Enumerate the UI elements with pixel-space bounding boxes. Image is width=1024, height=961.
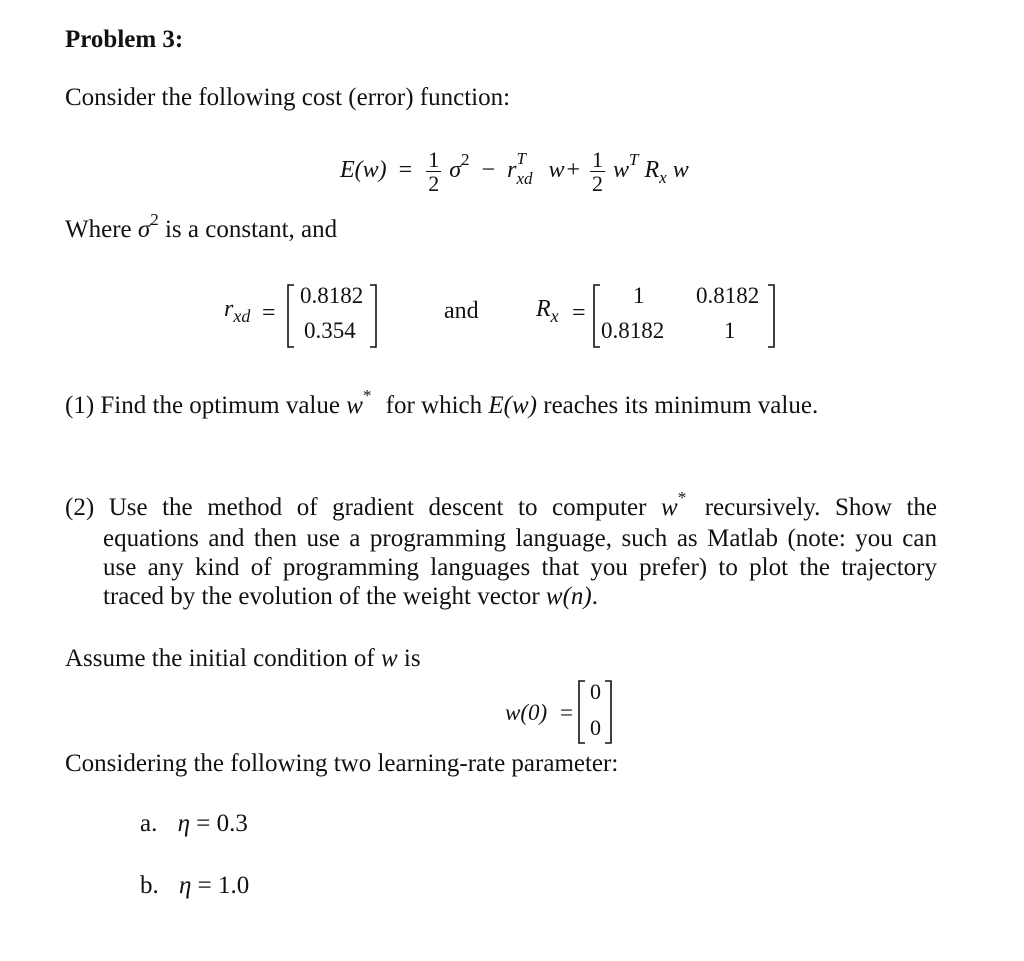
intro-text: Consider the following cost (error) function: (65, 84, 511, 111)
R-symbol: R (644, 157, 660, 184)
and-word: and (444, 298, 479, 324)
w0-label: w(0) (505, 700, 548, 725)
Rx-label: $R_x$ (536, 296, 559, 326)
w-symbol: w (548, 157, 565, 184)
w-symbol-2: w (613, 157, 630, 184)
rxd-left-bracket (286, 284, 296, 348)
cost-lhs: E(w) (340, 157, 387, 184)
learning-rate-item-a: a. η = 0.3 (140, 810, 248, 837)
Rx-cell-r1c1: 1 (633, 283, 645, 308)
Rx-cell-r1c2: 0.8182 (696, 283, 760, 308)
r-transpose: T (516, 149, 526, 169)
minus-sign: − (481, 157, 496, 184)
half-fraction-2: $\frac{1}{2}$ (592, 147, 603, 197)
r-symbol: r (507, 157, 517, 184)
where-line (65, 210, 338, 245)
rxd-right-bracket (368, 284, 378, 348)
w-symbol-3: w (672, 157, 689, 184)
q1-w: w (346, 392, 363, 419)
rxd-label: $r_{xd}$ (224, 296, 251, 326)
rxd-value-1: 0.8182 (300, 283, 364, 308)
w0-value-2: 0 (590, 715, 601, 740)
q2-line-1: (2) Use the method of gradient descent to computer w* recursively. Show the (65, 488, 938, 521)
Rx-cell-r2c2: 1 (724, 318, 736, 343)
cost-equals: = (398, 157, 413, 184)
q2-line-3: use any kind of programming languages that you prefer) to plot the trajectory (103, 554, 937, 581)
rxd-value-2: 0.354 (304, 318, 356, 343)
initial-condition-text: Assume the initial condition of w is (65, 645, 421, 672)
Rx-cell-r2c1: 0.8182 (601, 318, 665, 343)
q2-line-4: traced by the evolution of the weight vector w(n). (103, 583, 598, 610)
where-sigma-exp: 2 (150, 210, 159, 229)
where-suffix: is a constant, and (164, 216, 338, 243)
question-2 (65, 488, 938, 611)
cost-function-equation (340, 148, 689, 195)
problem-title: Problem 3: (65, 26, 184, 53)
learning-rate-item-b: b. η = 1.0 (140, 872, 250, 899)
q1-Ew: E(w) (488, 392, 538, 419)
sigma-symbol: σ (449, 157, 462, 184)
w0-value-1: 0 (590, 679, 601, 704)
sigma-exponent: 2 (461, 150, 470, 170)
r-subscript: xd (516, 169, 533, 189)
plus-sign: + (566, 157, 580, 184)
q1-prefix: (1) Find the optimum value (65, 392, 340, 419)
w0-equals: = (560, 700, 573, 725)
Rx-equals: = (572, 300, 586, 326)
R-subscript: x (659, 168, 667, 188)
w0-right-bracket (603, 680, 613, 744)
where-prefix: Where (65, 216, 132, 243)
w0-left-bracket (577, 680, 587, 744)
rxd-equals: = (262, 300, 276, 326)
q2-line-2: equations and then use a programming language, such as Matlab (note: you can (103, 525, 937, 552)
question-1 (65, 386, 819, 421)
half-fraction-1: $\frac{1}{2}$ (428, 147, 440, 197)
learning-rate-intro: Considering the following two learning-rate parameter: (65, 750, 619, 777)
q1-suffix: reaches its minimum value. (543, 392, 819, 419)
w-transpose: T (629, 150, 639, 170)
q1-star: * (362, 386, 372, 405)
q1-middle: for which (385, 392, 483, 419)
where-sigma: σ (137, 216, 151, 243)
Rx-right-bracket (766, 284, 776, 348)
